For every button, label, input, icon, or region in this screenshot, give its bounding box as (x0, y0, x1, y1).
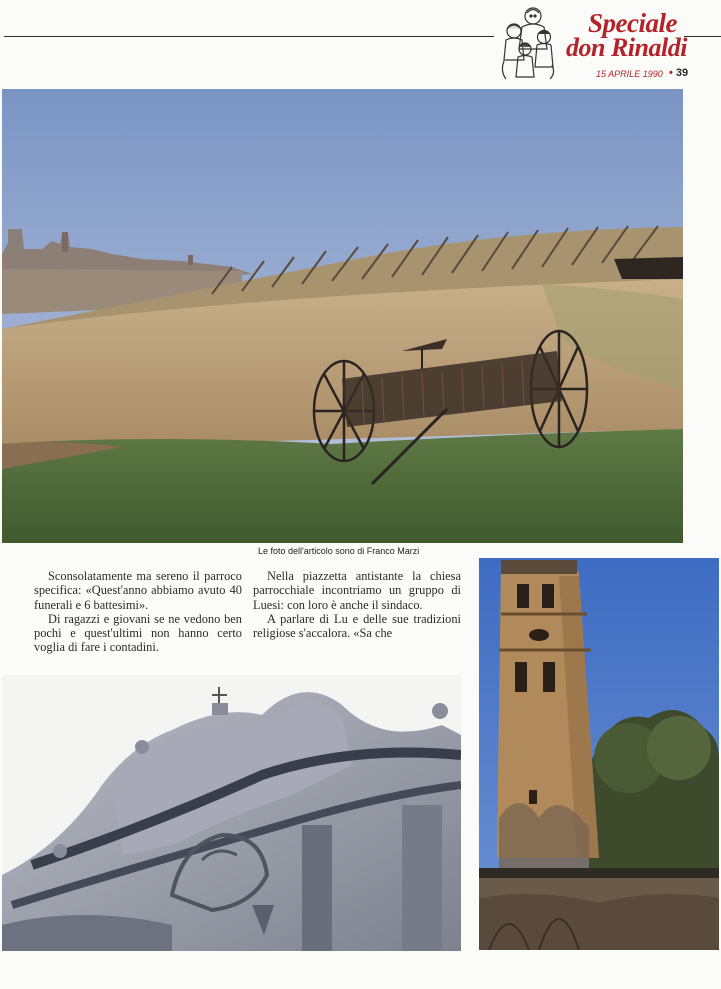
paragraph: Di ragazzi e giovani se ne vedono ben pochi e quest'ultimi non hanno certo voglia di fare i contadini. (34, 611, 242, 655)
article-column-1 (34, 569, 242, 655)
section-title-speciale: Speciale (588, 8, 677, 38)
header-rule-right (684, 36, 721, 37)
article-column-2 (253, 569, 461, 640)
page-number-block (669, 67, 688, 79)
page-number: 39 (675, 67, 689, 79)
vineyard-hay-rake-photo (2, 89, 683, 543)
issue-date: 15 APRILE 1990 (596, 69, 663, 79)
bell-tower-photo (479, 558, 719, 950)
church-facade-photo (2, 675, 461, 951)
paragraph: A parlare di Lu e delle sue tradizioni religiose s'accalora. «Sa che (253, 611, 461, 641)
cartoon-figures-icon (494, 3, 564, 83)
separator-dot: • (669, 67, 673, 79)
section-title-don-rinaldi: don Rinaldi (566, 33, 687, 62)
photo-caption: Le foto dell'articolo sono di Franco Marzi (258, 546, 420, 556)
header-rule-left (4, 36, 494, 37)
paragraph: Sconsolatamente ma sereno il parroco specifica: «Quest'anno abbiamo avuto 40 funerali e 6 battesimi». (34, 569, 242, 612)
paragraph: Nella piazzetta antistante la chiesa parrocchiale incontriamo un gruppo di Luesi: con loro è anche il sindaco. (253, 569, 461, 612)
